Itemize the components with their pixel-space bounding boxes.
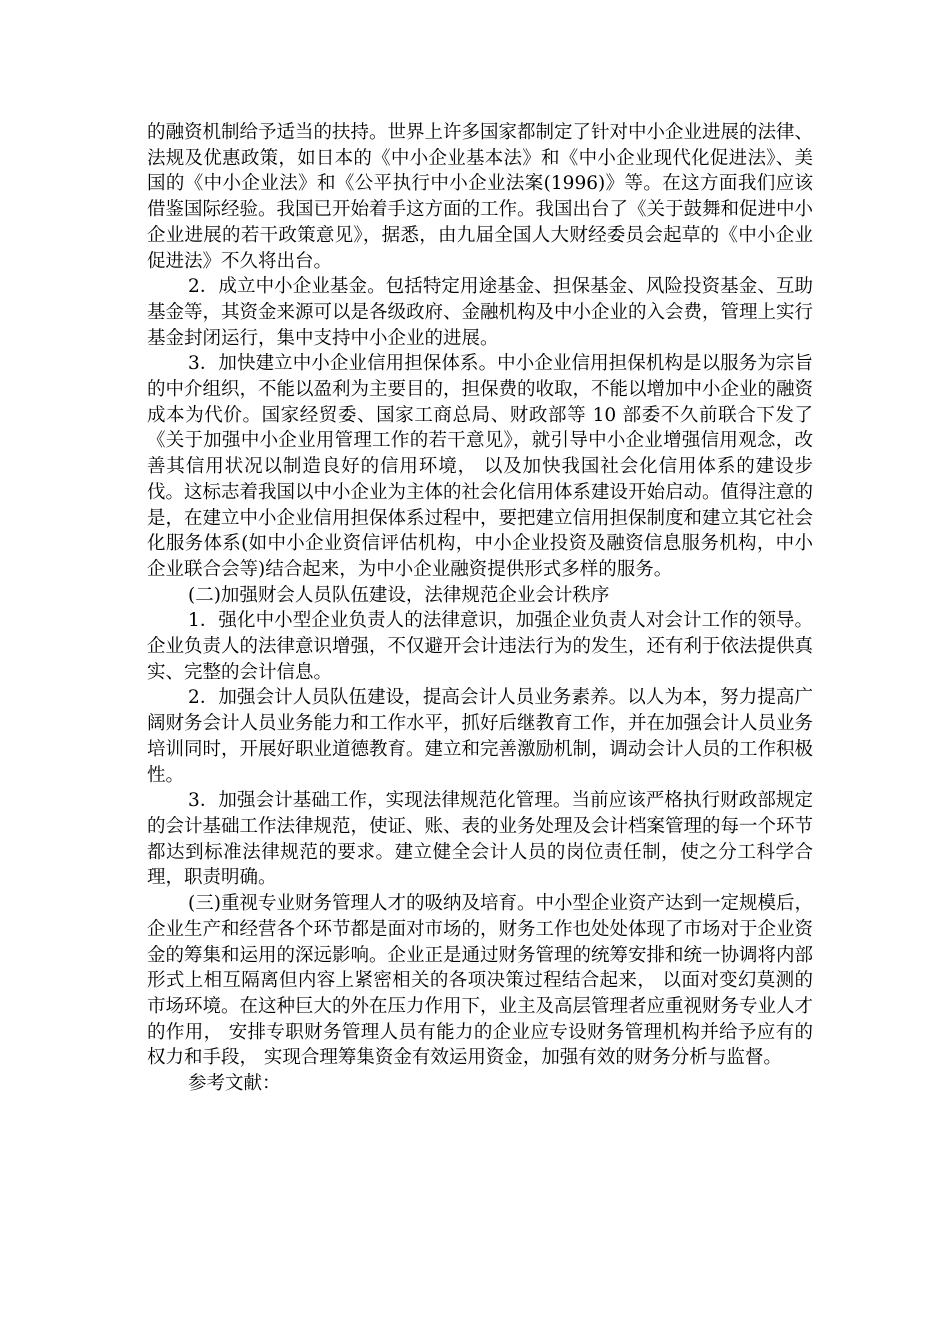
paragraph-financing-support: 的融资机制给予适当的扶持。世界上许多国家都制定了针对中小企业进展的法律、法规及优惠政策，如日本的《中小企业基本法》和《中小企业现代化促进法》、美国的《中小企业法》和《公平执行中小企业法案(1996)》等。在这方面我们应该借鉴国际经验。我国已开始着手这方面的工作。我国出台了《关于鼓舞和促进中小企业进展的若干政策意见》，据悉，由九届全国人大财经委员会起草的《中小企业促进法》不久将出台。 [147,122,814,272]
paragraph-legal-awareness: 1．强化中小型企业负责人的法律意识，加强企业负责人对会计工作的领导。企业负责人的法律意识增强，不仅避开会计违法行为的发生，还有利于依法提供真实、完整的会计信息。 [147,610,814,683]
paragraph-staff-building: 2．加强会计人员队伍建设，提高会计人员业务素养。以人为本，努力提高广阔财务会计人员业务能力和工作水平，抓好后继教育工作，并在加强会计人员业务培训同时，开展好职业道德教育。建立和完善激励机制，调动会计人员的工作积极性。 [147,687,814,786]
paragraph-sme-fund: 2．成立中小企业基金。包括特定用途基金、担保基金、风险投资基金、互助基金等，其资金来源可以是各级政府、金融机构及中小企业的入会费，管理上实行基金封闭运行，集中支持中小企业的进展。 [147,276,814,349]
references-heading: 参考文献： [188,1073,281,1095]
document-page [147,120,813,1097]
paragraph-credit-guarantee: 3．加快建立中小企业信用担保体系。中小企业信用担保机构是以服务为宗旨的中介组织，不能以盈利为主要目的，担保费的收取，不能以增加中小企业的融资成本为代价。国家经贸委、国家工商总局、财政部等 10 部委不久前联合下发了《关于加强中小企业用管理工作的若干意见》，就引导中小企业增强信用观念，改善其信用状况以制造良好的信用环境， 以及加快我国社会化信用体系的建设步伐。这标志着我国以中小企业为主体的社会化信用体系建设开始启动。值得注意的是，在建立中小企业信用担保体系过程中，要把建立信用担保制度和建立其它社会化服务体系(如中小企业资信评估机构，中小企业投资及融资信息服务机构，中小企业联合会等)结合起来，为中小企业融资提供形式多样的服务。 [147,353,814,580]
section-heading-accounting-staff: (二)加强财会人员队伍建设，法律规范企业会计秩序 [188,584,610,606]
paragraph-accounting-basics: 3．加强会计基础工作，实现法律规范化管理。当前应该严格执行财政部规定的会计基础工作法律规范，使证、账、表的业务处理及会计档案管理的每一个环节都达到标准法律规范的要求。建立健全会计人员的岗位责任制，使之分工科学合理，职责明确。 [147,790,814,889]
paragraph-financial-talent: (三)重视专业财务管理人才的吸纳及培育。中小型企业资产达到一定规模后，企业生产和经营各个环节都是面对市场的，财务工作也处处体现了市场对于企业资金的筹集和运用的深远影响。企业正是通过财务管理的统筹安排和统一协调将内部形式上相互隔离但内容上紧密相关的各项决策过程结合起来， 以面对变幻莫测的市场环境。在这种巨大的外在压力作用下，业主及高层管理者应重视财务专业人才的作用， 安排专职财务管理人员有能力的企业应专设财务管理机构并给予应有的权力和手段， 实现合理筹集资金有效运用资金，加强有效的财务分析与监督。 [147,893,814,1069]
